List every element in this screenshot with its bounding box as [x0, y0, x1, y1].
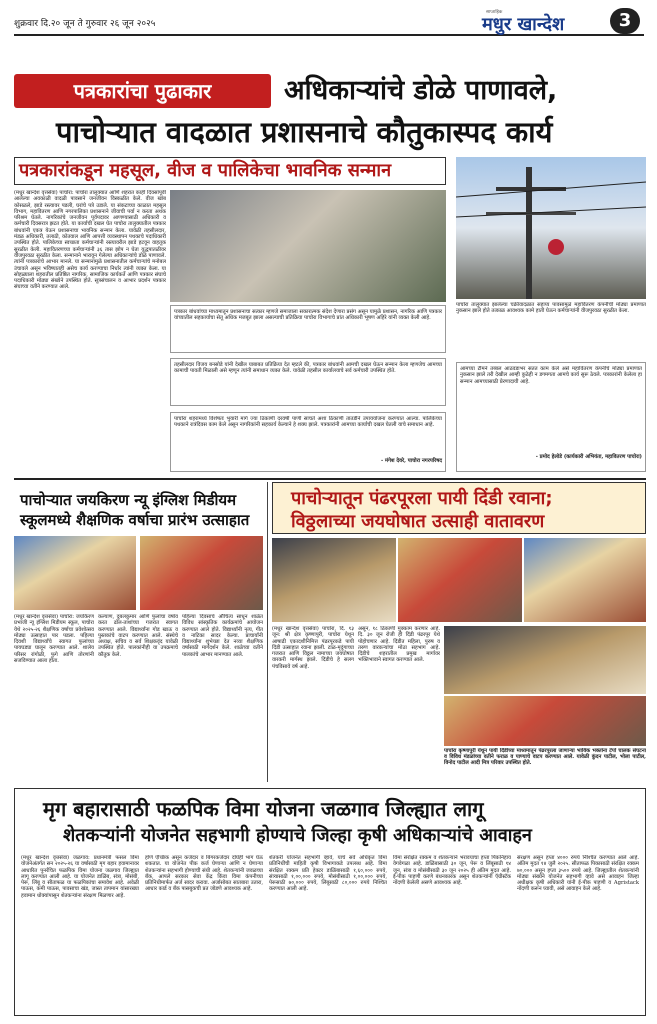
school-body-col2: कल्याण, दुबलकुमार आणि फुलांचा वर्षाव करत ढोल-ताशांच्या गजरात स्वागत करण्यात आले. विद्यार्थ्यांना गोड खाऊ व पुस्तकांचे वाटप करण्यात आले. संस्थेचे अध्यक्ष, सचिव व सर्व शिक्षकवृंद यावेळी उपस्थित होते. पालकांनीही या उपक्रमाचे कौतुक केले. [98, 614, 178, 658]
headline-line1: अधिकाऱ्यांचे डोळे पाणावले, [284, 75, 558, 106]
school-photo-1 [14, 536, 136, 610]
insurance-body-col1: (मधुर खान्देश वृत्तसेवा) जळगाव: प्रधानमंत्री फसल विमा योजनेअंतर्गत सन २०२५-२६ या वर्षासाठी मृग बहार हवामानावर आधारित पुनर्रचित फळपिक विमा योजना जळगाव जिल्ह्यात लागू करण्यात आली आहे. या योजनेत डाळिंब, संत्रा, मोसंबी, पेरू, लिंबू व सीताफळ या फळपिकांचा समावेश आहे. अवेळी पाऊस, कमी पाऊस, पावसाचा खंड, जास्त तापमान यांसारख्या हवामान धोक्यांपासून शेतकऱ्यांना संरक्षण मिळणार आहे. [21, 855, 139, 899]
quote-tehsildar: तहसीलदार विजय बनसोडे यांनी देखील याबाबत प्रतिक्रिया देत म्हटले की, पत्रकार बांधवांनी आमची दखल घेऊन सन्मान केला म्हणजेच आमच्या कामाची पावती मिळाली असे म्हणून त्यांनी समाधान व्यक्त केले. यावेळी तहसील कार्यालयाचे सर्व कर्मचारी उपस्थित होते. [170, 358, 446, 406]
dindi-headline-box [272, 482, 646, 534]
date-line: शुक्रवार दि.२० जून ते गुरुवार २६ जून २०२५ [14, 19, 156, 29]
dindi-photo-4 [444, 626, 646, 694]
page-number: 3 [610, 8, 640, 34]
quote-mseb-byline: - प्रमोद हेलोडे (कार्यकारी अभियंता, महावितरण पाचोरा) [535, 454, 642, 460]
school-photo-2 [140, 536, 263, 610]
dindi-headline-1: पाचोऱ्यातून पंढरपूरला पायी दिंडी रवाना; [291, 488, 553, 509]
school-body-col1: (मधुर खान्देश वृत्तसेवा) पाचोरा: जयकिरण प्रभाजी न्यू इंग्लिश मिडीयम स्कूल, पाचोरा येथे २०२५-२६ शैक्षणिक वर्षाचा प्रवेशोत्सव मोठ्या उत्साहात पार पडला. पहिल्या दिवशी विद्यार्थ्यांचे स्वागत फुलांच्या पायघड्या घालून करण्यात आले. शालेय परिसर रांगोळी, फुगे आणि तोरणांनी सजविण्यात आला होता. [14, 614, 94, 665]
school-headline-2: स्कूलमध्ये शैक्षणिक वर्षाचा प्रारंभ उत्साहात [20, 511, 250, 529]
column-divider [267, 482, 268, 782]
electric-pole-photo [456, 157, 646, 299]
dindi-photo-5 [444, 696, 646, 746]
dindi-body-col1: (मधुर खान्देश वृत्तसेवा) पाचोरा, दि. १३ जून: श्री क्षेत्र कृष्णापुरी, पाचोरा येथून आषाढी एकादशीनिमित्त पंढरपूरकडे पायी दिंडी उत्साहात रवाना झाली. टाळ-मृदुंगाच्या गजरात आणि विठ्ठल नामाच्या जयघोषात वारकरी मार्गस्थ झाले. दिंडीचे हे सलग पंचविसावे वर्ष आहे. [272, 626, 354, 670]
headline-line2: पाचोऱ्यात वादळात प्रशासनाचे कौतुकास्पद कार्य [56, 115, 553, 149]
top-story-body: (मधुर खान्देश वृत्तसेवा) पाचोरा: पाचोरा तालुक्यात आणि शहरात काही दिवसांपूर्वी आलेल्या अवकाळी वादळी पावसाने जनजीवन विस्कळीत केले. वीज खांब कोसळले, झाडे रस्त्यावर पडली, घरांचे पत्रे उडाले. या संकटाच्या काळात महसूल विभाग, महावितरण आणि नगरपालिका प्रशासनाने जीवाची पर्वा न करता अथक परिश्रम घेतले. नागरिकांचे जनजीवन पूर्वपदावर आणण्यासाठी अधिकारी व कर्मचारी दिवसरात्र झटत होते. या कार्याची दखल घेत पाचोरा तालुक्यातील पत्रकार बांधवांनी एकत्र येऊन प्रशासनाचा भावनिक सन्मान केला. यावेळी तहसीलदार, मंडळ अधिकारी, तलाठी, कोतवाल आणि आपत्ती व्यवस्थापन पथकाचे पदाधिकारी उपस्थित होते. पालिकेच्या स्वच्छता कर्मचाऱ्यांनी रस्त्यावरील झाडे हटवून वाहतूक सुरळीत केली. महावितरणच्या कर्मचाऱ्यांनी ३६ तास झोप न घेता युद्धपातळीवर वीजपुरवठा सुरळीत केला. सन्मानाने भारावून गेलेल्या अधिकाऱ्यांचे डोळे पाणावले. त्यांनी पत्रकारांचे आभार मानले. या सन्मानामुळे प्रशासनातील कर्मचाऱ्यांचे मनोबल उंचावले असून भविष्यातही असेच कार्य करण्याचा निर्धार त्यांनी व्यक्त केला. या सोहळ्याला शहरातील प्रतिष्ठित नागरिक, सामाजिक कार्यकर्ते आणि पत्रकार संघाचे पदाधिकारी मोठ्या संख्येने उपस्थित होते. सूत्रसंचालन व आभार प्रदर्शन पत्रकार संघाच्या वतीने करण्यात आले. [14, 190, 166, 291]
dindi-photo-1 [272, 538, 396, 622]
page-header [14, 8, 644, 36]
school-headline-1: पाचोऱ्यात जयकिरण न्यू इंग्लिश मिडीयम [20, 491, 237, 509]
sub-headline: पत्रकारांकडून महसूल, वीज व पालिकेचा भावनिक सन्मान [14, 157, 446, 185]
dindi-photo-2 [398, 538, 522, 622]
insurance-body-col4: विमा संरक्षित रक्कम व शेतकऱ्याने भरावयाचा हप्ता पिकनिहाय वेगवेगळा आहे. डाळिंबासाठी ३० जून, पेरू व लिंबूसाठी १४ जून, संत्रा व मोसंबीसाठी ३० जून २०२५ ही अंतिम मुदत आहे. ई-पीक पाहणी करणे बंधनकारक असून शेतकऱ्यांनी ऍग्रीस्टॅक नोंदणी केलेली असणे आवश्यक आहे. [393, 855, 511, 887]
dindi-body-col2: असून, १८ ठिकाणी मुक्काम करणार आहे. दि. ३० जून रोजी ही दिंडी पंढरपूर येथे पोहोचणार आहे. दिंडीत महिला, पुरुष व तरुण वारकऱ्यांचा मोठा सहभाग आहे. दिंडीचे शहरातील प्रमुख मार्गावर भक्तिभावाने स्वागत करण्यात आले. [358, 626, 440, 664]
felicitation-photo [170, 190, 446, 302]
quote-municipal-text: पाचोरा शहरामध्ये विशेषतः भुयारी मार्ग ज्या ठिकाणी दरवर्षी पाणी साचते अशा ठिकाणी तातडीने उपाययोजना करण्यात आल्या. पालिकेच्या पथकाने रात्रंदिवस काम केले असून नागरिकांनी सहकार्य केल्याने हे शक्य झाले. पत्रकारांनी आमच्या कार्याची दखल घेतली याचे समाधान आहे. [174, 416, 442, 429]
pole-illustration [456, 157, 646, 299]
quote-municipal-byline: - मंगेश देवरे, पाचोरा नगरपरिषद [381, 458, 442, 464]
insurance-body-col5: संरक्षण असून हप्ता ४००० रुपये निश्चित करण्यात आले आहे. अंतिम मुदत १४ जुलै २०२५. सीताफळ पिकासाठी संरक्षित रक्कम ७०,००० असून हप्ता ३५०० रुपये आहे. जिल्ह्यातील शेतकऱ्यांनी मोठ्या संख्येने योजनेत सहभागी व्हावे असे आवाहन जिल्हा अधीक्षक कृषी अधिकारी यांनी ई-पीक पाहणी व Agristack नोंदणी करून घ्यावी, असे आवाहन केले आहे. [517, 855, 639, 893]
kicker-banner: पत्रकारांचा पुढाकार [14, 74, 271, 108]
masthead-small: साप्ताहिक [486, 10, 503, 15]
insurance-headline-1: मृग बहारासाठी फळपिक विमा योजना जळगाव जिल्ह्यात लागू [43, 797, 484, 821]
quote-municipal [170, 412, 446, 472]
pole-photo-caption: पाचोरा तालुक्यात झालेल्या चक्रीवादळात सहाय्य पावसामुळे महावितरण कंपनीची मोठ्या प्रमाणात नुकसान झाले होते तत्काळ आवश्यक कामे हाती घेऊन कर्मचाऱ्यांनी वीजपुरवठा सुरळीत केला. [456, 302, 646, 315]
quote-collector: पत्रकार बांधवांच्या माध्यमातून प्रशासनाचा सत्कार म्हणजे समाजाला सकारात्मक संदेश देणारा प्रसंग असून यामुळे प्रशासन, नागरिक आणि पत्रकार यांच्यातील सहकार्याचा सेतू अधिक मजबूत झाला असल्याची प्रतिक्रिया पाचोरा विभागाचे प्रांत अधिकारी भूषण अहिरे यांनी व्यक्त केली आहे. [170, 305, 446, 353]
dindi-caption: पाचोरा कृष्णापुरी येथून पायी दिंडीच्या माध्यमातून पंढरपूरला जाणाऱ्या भाविक भक्तांना टेंपो चालक संघटना व विविध मंडळांच्या वतीने फराळ व पाण्याचे वाटप करण्यात आले. यावेळी कुंदन पाटील, भोला पाटील, विनोद पाटील आदी मित्र परिवार उपस्थित होते. [444, 748, 646, 767]
insurance-body-col3: शेतकरी योजनेत सहभागी व्हावे, याचे सर्व अधिकृत विमा प्रतिनिधींची माहिती कृषी विभागाकडे उपलब्ध आहे. विमा संरक्षित रक्कम प्रति हेक्टर डाळिंबासाठी १,६०,००० रुपये, संत्र्यासाठी १,००,००० रुपये, मोसंबीसाठी १,००,००० रुपये, पेरूसाठी ७०,००० रुपये, लिंबूसाठी ८०,००० रुपये निश्चित करण्यात आली आहे. [269, 855, 387, 893]
insurance-box [14, 788, 646, 1016]
dindi-photo-3 [524, 538, 646, 622]
quote-mseb [456, 362, 646, 472]
section-divider [14, 478, 646, 480]
dindi-headline-2: विठ्ठलाच्या जयघोषात उत्साही वातावरण [291, 511, 545, 532]
insurance-body-col2: होणे ऐच्छिक असून कर्जदार व बिगरकर्जदार दोघेही भाग घेऊ शकतात. या योजनेत पीक कर्ज घेणाऱ्या आणि न घेणाऱ्या शेतकऱ्यांना सहभागी होण्याची संधी आहे. शेतकऱ्यांनी जवळच्या बँक, आपले सरकार सेवा केंद्र किंवा विमा कंपनीच्या प्रतिनिधीमार्फत अर्ज सादर करावा. अर्जासोबत सातबारा उतारा, आधार कार्ड व बँक पासबुकची प्रत जोडणे आवश्यक आहे. [145, 855, 263, 893]
masthead: मधुर खान्देश [482, 14, 565, 35]
quote-mseb-text: आमच्या टीमने तब्बल आठवडाभर सतत काम केले असे महावितरण कंपनीचे मोठ्या प्रमाणात नुकसान झाले तरी देखील आम्ही कुठेही न डगमगता आमचे कार्य सुरू ठेवले. पत्रकारांनी केलेला हा सन्मान आमच्यासाठी प्रेरणादायी आहे. [460, 366, 642, 385]
school-body-col3: पहिल्या दिवसाचे औचित्य साधून शाळेत विविध सांस्कृतिक कार्यक्रमांचे आयोजन करण्यात आले होते. विद्यार्थ्यांनी नृत्य, गीत व नाटिका सादर केल्या. प्राचार्यांनी विद्यार्थ्यांना शुभेच्छा देत नव्या शैक्षणिक वर्षासाठी मार्गदर्शन केले. शाळेच्या वतीने पालकांचे आभार मानण्यात आले. [182, 614, 263, 658]
insurance-headline-2: शेतकऱ्यांनी योजनेत सहभागी होण्याचे जिल्हा कृषी अधिकाऱ्यांचे आवाहन [63, 825, 532, 846]
